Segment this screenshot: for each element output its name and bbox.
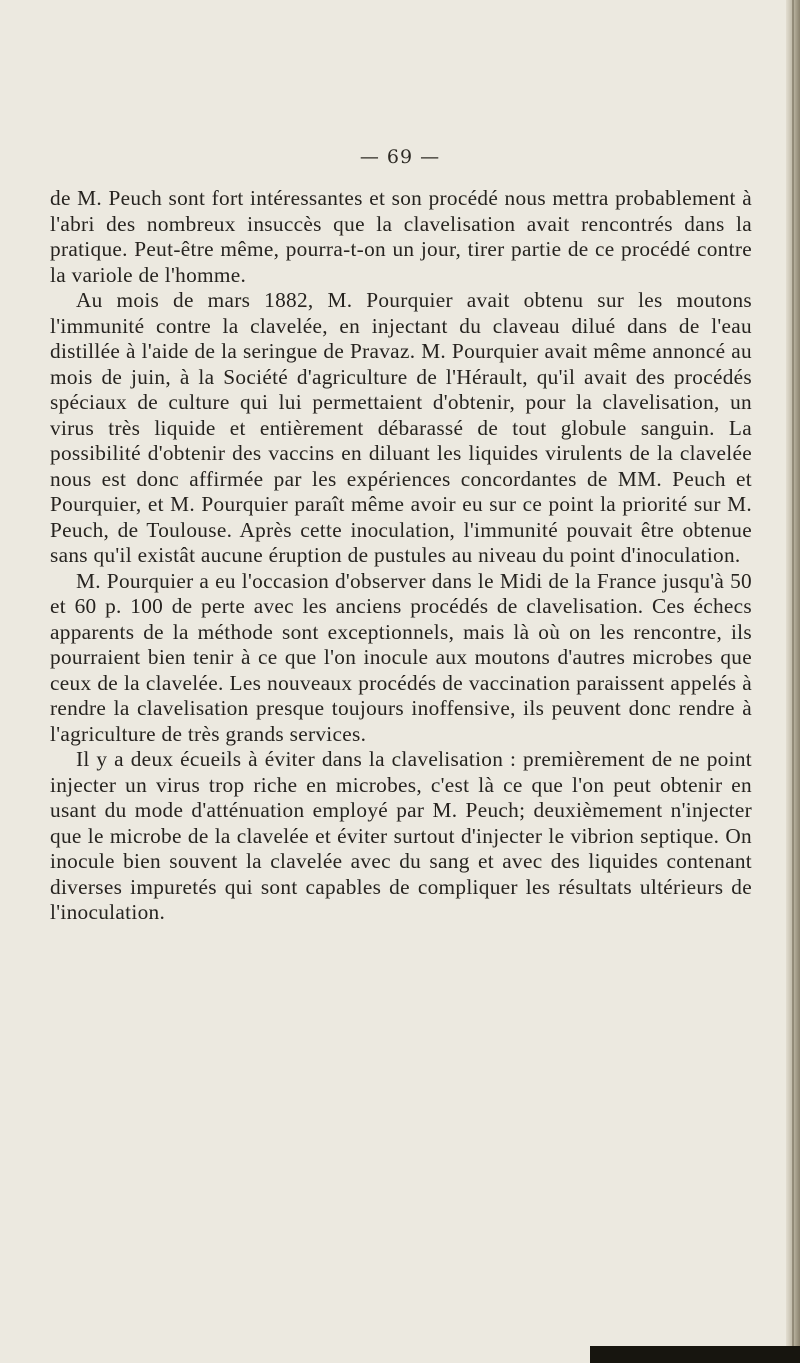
page-edge-line [792,0,794,1363]
scan-bottom-bar [590,1346,800,1363]
paragraph-1: de M. Peuch sont fort intéressantes et son procédé nous mettra probablement à l'abri des nombreux insuccès que la clavelisation avait rencontrés dans la pratique. Peut-être même, pourra-t-on un jour, tirer partie de ce procédé contre la variole de l'homme. [50,186,752,287]
paragraph-4: Il y a deux écueils à éviter dans la clavelisation : premièrement de ne point injecter un virus trop riche en microbes, c'est là ce que l'on peut obtenir en usant du mode d'atténuation employé par M. Peuch; deuxièmement n'injecter que le microbe de la clavelée et éviter surtout d'injecter le vibrion septique. On inocule bien souvent la clavelée avec du sang et avec des liquides contenant diverses impuretés qui sont capables de compliquer les résultats ultérieurs de l'inoculation. [50,747,752,924]
page-number: — 69 — [359,146,441,168]
body-text [50,186,752,926]
paragraph-2: Au mois de mars 1882, M. Pourquier avait obtenu sur les moutons l'immunité contre la clavelée, en injectant du claveau dilué dans de l'eau distillée à l'aide de la seringue de Pravaz. M. Pourquier avait même annoncé au mois de juin, à la Société d'agriculture de l'Hérault, qu'il avait des procédés spéciaux de culture qui lui permettaient d'obtenir, pour la clavelisation, un virus très liquide et entièrement débarassé de tout globule sanguin. La possibilité d'obtenir des vaccins en diluant les liquides virulents de la clavelée nous est donc affirmée par les expériences concordantes de MM. Peuch et Pourquier, et M. Pourquier paraît même avoir eu sur ce point la priorité sur M. Peuch, de Toulouse. Après cette inoculation, l'immunité pouvait être obtenue sans qu'il existât aucune éruption de pustules au niveau du point d'inoculation. [50,288,752,567]
paragraph-3: M. Pourquier a eu l'occasion d'observer dans le Midi de la France jusqu'à 50 et 60 p. 100 de perte avec les anciens procédés de clavelisation. Ces échecs apparents de la méthode sont exceptionnels, mais là où on les rencontre, ils pourraient bien tenir à ce que l'on inocule aux moutons d'autres microbes que ceux de la clavelée. Les nouveaux procédés de vaccination paraissent appelés à rendre la clavelisation presque toujours inoffensive, ils peuvent donc rendre à l'agriculture de très grands services. [50,568,752,746]
